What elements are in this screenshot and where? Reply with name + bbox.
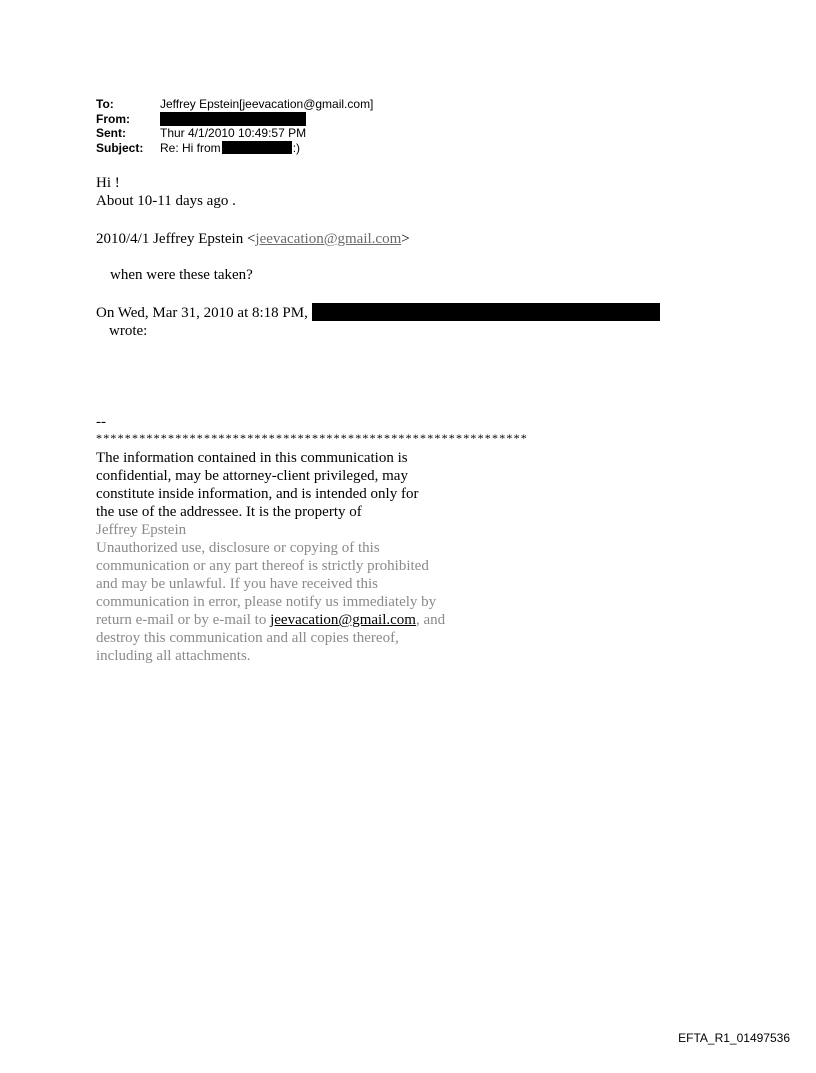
return-suffix: , and xyxy=(415,612,446,628)
from-row xyxy=(96,112,373,127)
disclaimer-line: confidential, may be attorney-client privileged, may xyxy=(96,468,408,484)
email-link[interactable]: jeevacation@gmail.com xyxy=(255,231,402,247)
subject-suffix: :) xyxy=(292,140,301,155)
sent-value: Thur 4/1/2010 10:49:57 PM xyxy=(160,126,307,140)
redaction-block xyxy=(222,141,292,154)
subject-prefix: Re: Hi from xyxy=(160,140,221,155)
to-value: Jeffrey Epstein[jeevacation@gmail.com] xyxy=(160,97,374,111)
signature-dashes: -- xyxy=(96,414,106,430)
quote2-attribution xyxy=(96,303,660,340)
quote1-text: when were these taken? xyxy=(110,267,253,283)
disclaimer-line: Unauthorized use, disclosure or copying of this xyxy=(96,540,380,556)
sent-row xyxy=(96,126,373,141)
signature-stars: ************************************************************ xyxy=(96,431,528,445)
disclaimer-line: Jeffrey Epstein xyxy=(96,522,187,538)
to-row xyxy=(96,97,373,112)
subject-row xyxy=(96,141,373,156)
return-email-link[interactable]: jeevacation@gmail.com xyxy=(270,612,416,628)
reply-line: Hi ! xyxy=(96,175,120,191)
return-prefix: return e-mail or by e-mail to xyxy=(96,612,271,628)
reply-body xyxy=(96,174,236,210)
to-label: To: xyxy=(96,97,114,111)
subject-label: Subject: xyxy=(96,140,144,155)
attribution-text: On Wed, Mar 31, 2010 at 8:18 PM, xyxy=(96,305,308,321)
disclaimer-line: and may be unlawful. If you have received this xyxy=(96,576,378,592)
document-id: EFTA_R1_01497536 xyxy=(678,1031,790,1045)
redaction-block xyxy=(312,303,660,321)
attribution-wrote: wrote: xyxy=(109,323,148,339)
quote1-attribution xyxy=(96,230,410,248)
sent-label: Sent: xyxy=(96,126,126,140)
disclaimer-line: including all attachments. xyxy=(96,648,251,664)
email-header xyxy=(96,97,373,155)
disclaimer-return-line xyxy=(96,611,528,629)
attribution-text: > xyxy=(401,231,410,247)
disclaimer-line: communication or any part thereof is strictly prohibited xyxy=(96,558,429,574)
disclaimer-line: the use of the addressee. It is the property of xyxy=(96,504,362,520)
signature xyxy=(96,413,528,665)
from-label: From: xyxy=(96,111,130,126)
reply-line: About 10-11 days ago . xyxy=(96,193,236,209)
disclaimer-line: communication in error, please notify us immediately by xyxy=(96,594,437,610)
disclaimer-line: The information contained in this communication is xyxy=(96,450,408,466)
attribution-text: 2010/4/1 Jeffrey Epstein < xyxy=(96,231,256,247)
disclaimer-line: destroy this communication and all copies thereof, xyxy=(96,630,399,646)
disclaimer-line: constitute inside information, and is intended only for xyxy=(96,486,419,502)
redaction-block xyxy=(160,112,306,126)
